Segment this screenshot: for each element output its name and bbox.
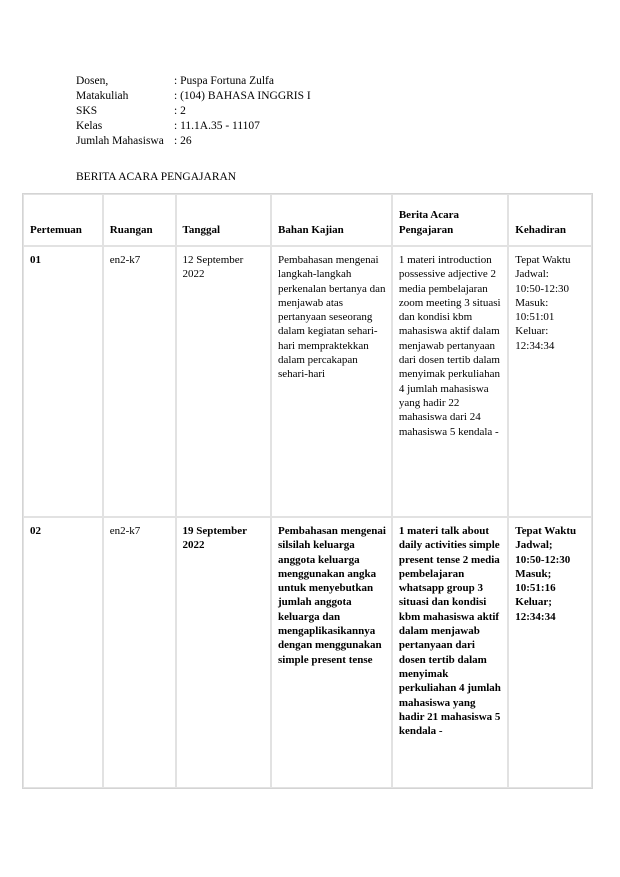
info-row-kelas <box>76 119 311 134</box>
kehadiran-status: Tepat Waktu <box>515 254 571 266</box>
kehadiran-jadwal-value: 10:50-12:30 <box>515 282 570 295</box>
table-row <box>23 246 592 517</box>
kehadiran-keluar-value: 12:34:34 <box>515 339 555 352</box>
kehadiran-masuk-label: Masuk; <box>515 567 552 580</box>
course-info <box>76 74 311 149</box>
cell-pertemuan: 01 <box>23 246 103 517</box>
info-label: Jumlah Mahasiswa <box>76 135 164 147</box>
header-bahan-kajian: Bahan Kajian <box>271 194 392 246</box>
cell-berita-acara: 1 materi introduction possessive adjective 2 media pembelajaran zoom meeting 3 situasi dan kondisi kbm mahasiswa aktif dalam menjawab pertanyaan dari dosen tertib dalam menyimak perkuliahan 4 jumlah mahasiswa yang hadir 22 mahasiswa dari 24 mahasiswa 5 kendala - <box>392 246 508 517</box>
kehadiran-keluar-value: 12:34:34 <box>515 610 556 623</box>
cell-tanggal: 19 September 2022 <box>176 517 272 788</box>
kehadiran-jadwal-label: Jadwal; <box>515 539 553 552</box>
cell-tanggal: 12 September 2022 <box>176 246 272 517</box>
kehadiran-keluar-label: Keluar: <box>515 325 549 338</box>
info-row-matakuliah <box>76 89 311 104</box>
info-value: : 2 <box>174 105 186 117</box>
info-row-jumlah-mahasiswa <box>76 134 311 149</box>
info-row-sks <box>76 104 311 119</box>
kehadiran-jadwal-value: 10:50-12:30 <box>515 553 571 566</box>
info-label: Matakuliah <box>76 90 129 102</box>
kehadiran-masuk-value: 10:51:01 <box>515 311 555 324</box>
cell-ruangan: en2-k7 <box>103 517 176 788</box>
cell-bahan-kajian: Pembahasan mengenai langkah-langkah perkenalan bertanya dan menjawab atas pertanyaan seseorang dalam kegiatan sehari-hari mempraktekkan dalam percakapan sehari-hari <box>271 246 392 517</box>
header-pertemuan: Pertemuan <box>23 194 103 246</box>
info-value: : Puspa Fortuna Zulfa <box>174 75 274 87</box>
kehadiran-status: Tepat Waktu <box>515 525 577 537</box>
table-header-row <box>23 194 592 246</box>
table-row <box>23 517 592 788</box>
kehadiran-masuk-value: 10:51:16 <box>515 582 556 595</box>
cell-pertemuan: 02 <box>23 517 103 788</box>
info-label: Dosen, <box>76 75 109 87</box>
teaching-report-table <box>22 193 593 789</box>
kehadiran-keluar-label: Keluar; <box>515 596 552 609</box>
header-berita-acara: Berita Acara Pengajaran <box>392 194 508 246</box>
cell-kehadiran <box>508 517 592 788</box>
cell-kehadiran <box>508 246 592 517</box>
info-value: : 26 <box>174 135 192 147</box>
kehadiran-masuk-label: Masuk: <box>515 296 549 309</box>
cell-berita-acara: 1 materi talk about daily activities simple present tense 2 media pembelajaran whatsapp group 3 situasi dan kondisi kbm mahasiswa aktif dalam menjawab pertanyaan dari dosen tertib dalam menyimak perkuliahan 4 jumlah mahasiswa yang hadir 21 mahasiswa 5 kendala - <box>392 517 508 788</box>
cell-bahan-kajian: Pembahasan mengenai silsilah keluarga anggota keluarga menggunakan angka untuk menyebutkan jumlah anggota keluarga dan mengaplikasikannya dengan menggunakan simple present tense <box>271 517 392 788</box>
info-row-dosen <box>76 74 311 89</box>
header-ruangan: Ruangan <box>103 194 176 246</box>
info-label: Kelas <box>76 120 103 132</box>
header-tanggal: Tanggal <box>176 194 272 246</box>
info-value: : (104) BAHASA INGGRIS I <box>174 90 311 102</box>
section-title: BERITA ACARA PENGAJARAN <box>76 171 237 183</box>
info-label: SKS <box>76 105 98 117</box>
kehadiran-jadwal-label: Jadwal: <box>515 268 549 281</box>
cell-ruangan: en2-k7 <box>103 246 176 517</box>
header-kehadiran: Kehadiran <box>508 194 592 246</box>
info-value: : 11.1A.35 - 11107 <box>174 120 260 132</box>
